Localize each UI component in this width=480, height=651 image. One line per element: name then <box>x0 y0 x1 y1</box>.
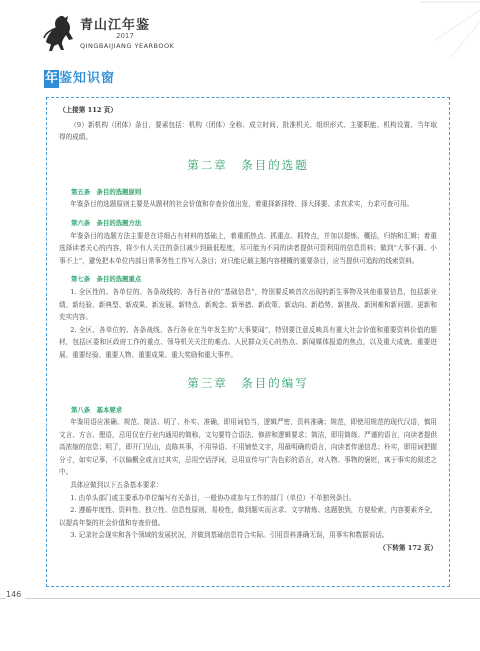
requirement-item-2: 2. 遵循年度性、资料性、独立性、信息性原则，易检性，做到题实而言求、文字精炼、选题独到，方便检索，内容要素齐全，以提高年鉴的社会价值和存查价值。 <box>59 506 437 527</box>
article-7-title: 第七条 条目的选题重点 <box>71 275 142 284</box>
content-frame <box>46 97 450 587</box>
chapter-2-title: 第二章 条目的选题 <box>187 157 309 172</box>
requirement-item-1: 1. 由单头部门或主要承办单位编写有关条目，一般协办或参与工作的部门（单位）不单独列条目。 <box>70 493 356 502</box>
logo-english-title: QINGBAIJIANG YEARBOOK <box>80 42 175 50</box>
requirements-intro: 具体应做到以下五条基本要求： <box>70 481 163 490</box>
section-tag-box: 年 <box>45 71 59 86</box>
yearbook-logo <box>40 10 175 58</box>
corner-decoration-icon <box>410 0 480 60</box>
article-7-item-1: 1. 全区性的、各单位的、各条战线的、各行各业的“基础信息”，特别要反映首次出现的新生事物及其他重要信息，包括新业绩、新经验、新典型、新成果、新发展、新特点、新观念、新举措、新政策、新动向、新趋势、新挑战、新困难和新问题、更新和充实内容。 <box>59 287 437 322</box>
logo-year: 2017 <box>116 32 134 40</box>
footer-divider <box>0 598 480 599</box>
continued-from-label: （上接第 112 页） <box>59 106 117 114</box>
continued-on-label: （下转第 172 页） <box>379 544 437 553</box>
article-8-title: 第八条 基本要求 <box>71 405 123 414</box>
requirement-item-3: 3. 记录社会现实和各个领域的发展状况，并做到基础信息符合实际。引用资料准确无误，用事实和数据说话。 <box>70 531 389 540</box>
article-6-title: 第六条 条目的选题方法 <box>71 218 142 227</box>
horse-logo-icon <box>40 12 78 54</box>
section-tag <box>44 70 115 88</box>
page-number: 146 <box>6 590 25 599</box>
section-tag-text: 鉴知识窗 <box>59 71 116 86</box>
chapter-3-title: 第三章 条目的编写 <box>187 375 309 390</box>
article-8-paragraph: 年鉴用语应准确、规范、简洁、明了、朴实、准确，即用词恰当，逻辑严密，资料准确；规范，即使用规范的现代汉语，慎用文言、方言、俚语，忌用仅在行业内通用的简称，文句要符合语法、修辞和逻辑要求；简洁，即用简练、严谨的语言，向读者提供高浓缩的信息；明了，即开门见山，直陈其事，不用导语、不用铺垫文字，用最明确的语言，向读者传递信息；朴实，即用词把握分寸，如实记事，不以偏概全或言过其实，忌用空话浮词，忌用宣传与广告色彩的语言，对人物、事物的褒贬，寓于事实的叙述之中。 <box>59 418 437 477</box>
requirement-item-3-row <box>59 529 437 542</box>
article-5-title: 第五条 条目的选题原则 <box>71 187 142 196</box>
article-7-item-2: 2. 全区、各单位的、各条战线、各行各业在当年发生的“大事要闻”，特别要注意反映具有重大社会价值和重要资料价值的题材，包括区委和区政府工作的重点、领导机关关注的难点、人民群众关心的热点、新闻媒体报道的焦点，以及重大成就、重要进展、重要经验、重要人物、重要成果、重大奖励和重大事件。 <box>59 325 437 359</box>
article-6-paragraph: 年鉴条目的选题方法主要是在详细占有材料的基础上，着重抓热点、抓重点、抓特点，并加以提炼、概括，归纳和汇辑；着重选择读者关心的内容，将少有人关注的条目减少到最低程度，尽可能为不同的读者提供可资利用的信息资料；做到“大事不漏、小事不上”，避免把本单位内部日常事务性工作写入条目；对只能记载主题内容梗概的重要条目，应当提供可追踪的线索资料。 <box>59 231 437 265</box>
logo-chinese-title: 青山江年鉴 <box>80 18 151 33</box>
article-5-paragraph: 年鉴条目的选题原则主要是从题材的社会价值和存查价值出发，着重择新择特、择大择要、求真求实，力求可查可用。 <box>70 200 414 209</box>
intro-paragraph: （9）新机构（团体）条目，要素包括：机构（团体）全称、成立时间、批准机关、组织形式、主要职能、机构设置、当年取得的成绩。 <box>59 120 437 142</box>
